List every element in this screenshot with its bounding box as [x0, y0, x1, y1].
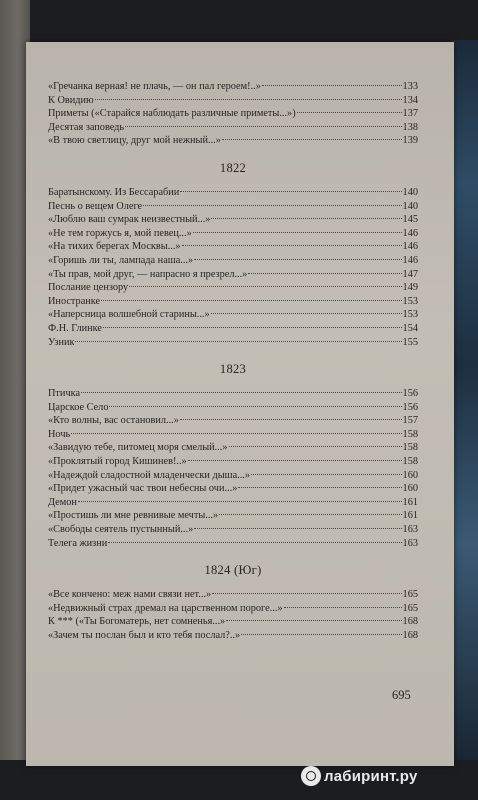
toc-entry-title: Послание цензору — [48, 282, 129, 294]
dot-leader — [222, 139, 402, 140]
toc-entry-title: «Придет ужасный час твои небесны очи...» — [48, 483, 238, 495]
toc-entry-page: 163 — [402, 537, 418, 549]
toc-entry-page: 146 — [402, 241, 418, 253]
toc-entry-page: 153 — [402, 295, 418, 307]
toc-entry — [48, 482, 418, 496]
toc-entry-page: 165 — [402, 602, 418, 614]
toc-entry-page: 160 — [402, 483, 418, 495]
dot-leader — [129, 286, 401, 287]
toc-entry — [48, 227, 418, 241]
toc-entry — [48, 509, 418, 523]
toc-entry — [48, 414, 418, 428]
dot-leader — [211, 313, 402, 314]
dot-leader — [211, 218, 401, 219]
toc-entry-page: 161 — [402, 496, 418, 508]
toc-entry — [48, 308, 418, 322]
toc-entry — [48, 469, 418, 483]
toc-entry — [48, 523, 418, 537]
dot-leader — [297, 112, 402, 113]
toc-entry-title: «Недвижный страх дремал на царственном пороге...» — [48, 602, 283, 614]
toc-entry-title: Баратынскому. Из Бессарабии — [48, 186, 180, 198]
toc-entry-title: «Не тем горжусь я, мой певец...» — [48, 227, 192, 239]
dot-leader — [219, 514, 401, 515]
toc-entry — [48, 107, 418, 121]
toc-entry-page: 133 — [402, 81, 418, 92]
toc-entry-title: «Зачем ты послан был и кто тебя послал?..» — [48, 630, 241, 641]
dot-leader — [284, 607, 402, 608]
toc-entry-title: «Свободы сеятель пустынный...» — [48, 524, 194, 536]
dot-leader — [180, 191, 401, 192]
toc-entry — [48, 213, 418, 227]
toc-entry — [48, 336, 418, 350]
toc-entry — [48, 496, 418, 510]
dot-leader — [194, 259, 401, 260]
dot-leader — [262, 85, 402, 86]
toc-entry-page: 139 — [402, 135, 418, 147]
toc-entry-page: 153 — [402, 309, 418, 321]
toc-entry-title: Царское Село — [48, 401, 109, 413]
year-heading: 1822 — [219, 160, 247, 175]
dot-leader — [229, 446, 402, 447]
toc-entry-title: Приметы («Старайся наблюдать различные приметы...») — [48, 108, 296, 120]
dot-leader — [71, 433, 401, 434]
toc-entry-title: «Гречанка верная! не плачь, — он пал героем!..» — [48, 81, 261, 92]
toc-entry-page: 158 — [402, 456, 418, 468]
toc-entry — [48, 428, 418, 442]
toc-entry — [48, 322, 418, 336]
toc-entry-title: «Горишь ли ты, лампада наша...» — [48, 254, 194, 266]
toc-entry-title: Демон — [48, 496, 77, 508]
toc-entry-title: Десятая заповедь — [48, 121, 125, 133]
toc-entry — [48, 401, 418, 415]
toc-entry — [48, 588, 418, 602]
toc-entry-page: 138 — [402, 121, 418, 133]
toc-entry-page: 165 — [402, 589, 418, 601]
toc-entry — [48, 134, 418, 148]
toc-entry — [48, 602, 418, 616]
toc-entry-title: Телега жизни — [48, 537, 108, 549]
toc-entry-page: 158 — [402, 428, 418, 440]
toc-entry-title: К *** («Ты Богоматерь, нет сомненья...» — [48, 616, 226, 628]
toc-entry-page: 156 — [402, 401, 418, 413]
dot-leader — [193, 232, 402, 233]
dot-leader — [241, 634, 401, 635]
toc-entry-title: «Завидую тебе, питомец моря смелый...» — [48, 442, 228, 454]
toc-entry-page: 134 — [402, 94, 418, 106]
table-of-contents — [48, 80, 418, 643]
toc-entry — [48, 80, 418, 94]
dot-leader — [180, 419, 402, 420]
toc-entry-title: «Ты прав, мой друг, — напрасно я презрел...» — [48, 268, 248, 280]
dot-leader — [194, 528, 401, 529]
dot-leader — [103, 327, 402, 328]
toc-entry-page: 161 — [402, 510, 418, 522]
dot-leader — [75, 341, 401, 342]
dot-leader — [108, 542, 401, 543]
toc-entry — [48, 387, 418, 401]
year-heading: 1824 (Юг) — [204, 563, 262, 578]
toc-entry-page: 158 — [402, 442, 418, 454]
toc-entry-title: «Надеждой сладостной младенчески дыша...» — [48, 469, 251, 481]
toc-entry-title: «В твою светлицу, друг мой нежный...» — [48, 135, 221, 147]
toc-entry — [48, 94, 418, 108]
toc-entry — [48, 254, 418, 268]
labyrinth-logo-icon — [301, 766, 321, 786]
toc-entry — [48, 455, 418, 469]
dot-leader — [95, 99, 402, 100]
toc-entry-title: К Овидию — [48, 94, 94, 106]
toc-entry-page: 154 — [402, 322, 418, 334]
toc-entry-title: Ф.Н. Глинке — [48, 322, 102, 334]
dot-leader — [238, 487, 401, 488]
dot-leader — [125, 126, 401, 127]
toc-entry-title: Ночь — [48, 428, 71, 440]
dot-leader — [78, 501, 402, 502]
toc-entry-page: 163 — [402, 524, 418, 536]
toc-entry-page: 145 — [402, 214, 418, 226]
toc-entry-page: 137 — [402, 108, 418, 120]
toc-entry-title: Иностранке — [48, 295, 101, 307]
dot-leader — [182, 245, 402, 246]
year-heading: 1823 — [219, 362, 247, 377]
toc-entry — [48, 629, 418, 643]
dot-leader — [212, 593, 401, 594]
dot-leader — [143, 205, 401, 206]
dot-leader — [81, 392, 402, 393]
book-cover-edge — [452, 40, 478, 760]
toc-entry-title: Песнь о вещем Олеге — [48, 200, 143, 212]
toc-entry-page: 147 — [402, 268, 418, 280]
toc-entry-title: «Простишь ли мне ревнивые мечты...» — [48, 510, 219, 522]
toc-entry — [48, 295, 418, 309]
toc-entry — [48, 441, 418, 455]
toc-entry-page: 146 — [402, 254, 418, 266]
toc-entry — [48, 240, 418, 254]
dot-leader — [109, 406, 401, 407]
dot-leader — [226, 620, 401, 621]
dot-leader — [251, 474, 402, 475]
toc-entry — [48, 268, 418, 282]
toc-entry-title: Узник — [48, 336, 75, 348]
toc-entry — [48, 615, 418, 629]
dot-leader — [101, 300, 401, 301]
toc-entry — [48, 200, 418, 214]
toc-entry-title: «Наперсница волшебной старины...» — [48, 309, 210, 321]
toc-entry — [48, 186, 418, 200]
toc-entry-page: 168 — [402, 630, 418, 641]
toc-entry-page: 156 — [402, 388, 418, 400]
dot-leader — [188, 460, 402, 461]
page-number: 695 — [392, 688, 411, 702]
toc-entry-page: 140 — [402, 200, 418, 212]
toc-entry-page: 160 — [402, 469, 418, 481]
toc-entry-page: 146 — [402, 227, 418, 239]
toc-entry-title: «Проклятый город Кишинев!..» — [48, 456, 187, 468]
toc-entry-title: «Все кончено: меж нами связи нет...» — [48, 589, 212, 601]
watermark: лабиринт.ру — [324, 768, 418, 785]
toc-entry — [48, 537, 418, 551]
toc-entry-page: 149 — [402, 282, 418, 294]
dot-leader — [248, 273, 401, 274]
toc-entry-title: «Кто волны, вас остановил...» — [48, 415, 179, 427]
toc-entry-page: 140 — [402, 186, 418, 198]
toc-entry-page: 157 — [402, 415, 418, 427]
toc-entry-page: 155 — [402, 336, 418, 348]
toc-entry-page: 168 — [402, 616, 418, 628]
toc-entry-title: Птичка — [48, 388, 81, 400]
toc-entry-title: «На тихих берегах Москвы...» — [48, 241, 181, 253]
toc-entry — [48, 121, 418, 135]
toc-entry-title: «Люблю ваш сумрак неизвестный...» — [48, 214, 211, 226]
toc-entry — [48, 281, 418, 295]
